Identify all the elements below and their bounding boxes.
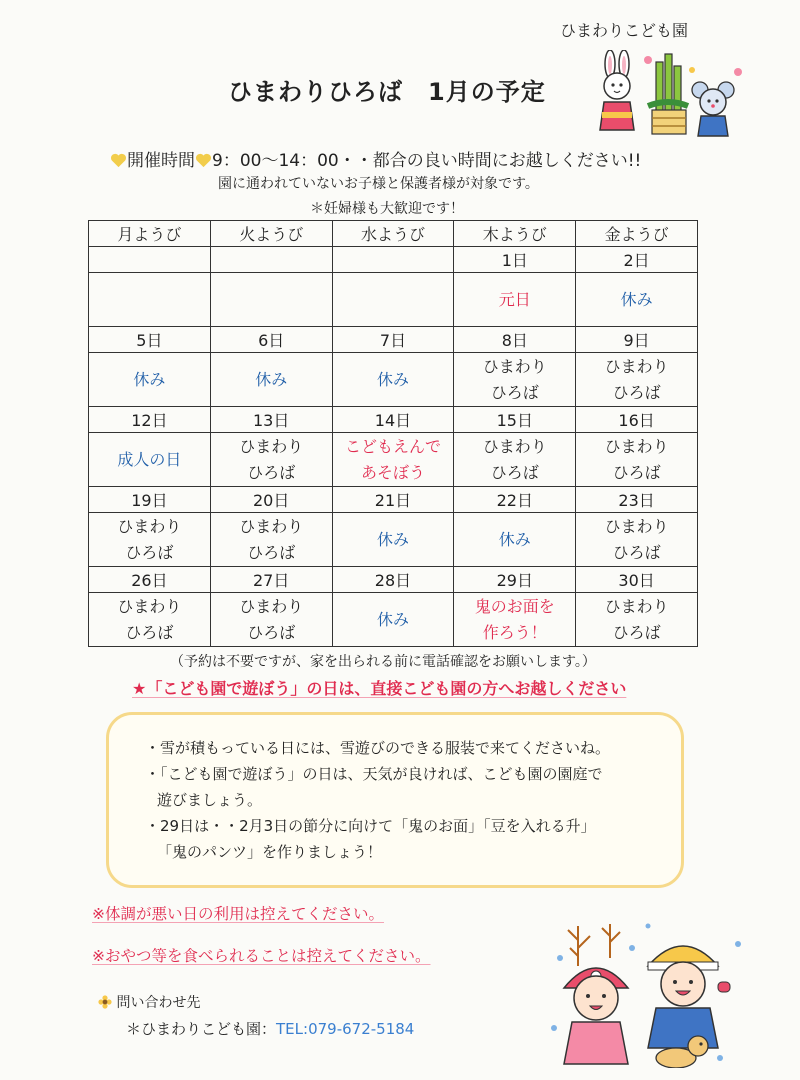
calendar-date-row bbox=[89, 567, 698, 593]
date-cell: 5日 bbox=[89, 327, 211, 353]
mouse-icon bbox=[692, 82, 734, 136]
date-cell: 8日 bbox=[454, 327, 576, 353]
event-line: 鬼のお面を bbox=[474, 596, 555, 616]
event-cell bbox=[576, 273, 698, 327]
warning-snacks: ※おやつ等を食べられることは控えてください。 bbox=[92, 947, 431, 965]
event-line: ひろば bbox=[247, 622, 296, 642]
header-tuesday: 火ようび bbox=[210, 221, 332, 247]
event-cell bbox=[210, 593, 332, 647]
rabbit-icon bbox=[600, 50, 634, 130]
date-cell: 14日 bbox=[332, 407, 454, 433]
calendar-event-row bbox=[89, 433, 698, 487]
event-cell bbox=[89, 273, 211, 327]
event-line: 休み bbox=[376, 529, 409, 549]
event-line: 休み bbox=[376, 369, 409, 389]
header-monday: 月ようび bbox=[89, 221, 211, 247]
event-cell bbox=[332, 353, 454, 407]
boy-icon bbox=[648, 946, 730, 1048]
date-cell: 21日 bbox=[332, 487, 454, 513]
event-line: ひろば bbox=[125, 622, 174, 642]
event-cell bbox=[210, 513, 332, 567]
date-cell: 6日 bbox=[210, 327, 332, 353]
event-line: こどもえんで bbox=[344, 436, 441, 456]
event-cell bbox=[210, 273, 332, 327]
event-line: ひろば bbox=[247, 542, 296, 562]
header-wednesday: 水ようび bbox=[332, 221, 454, 247]
hours-text: 9：00～14：00・・都合の良い時間にお越しください!! bbox=[212, 151, 642, 171]
date-cell: 7日 bbox=[332, 327, 454, 353]
date-cell: 19日 bbox=[89, 487, 211, 513]
event-cell bbox=[332, 433, 454, 487]
heart-icon bbox=[110, 153, 127, 168]
heart-icon bbox=[195, 153, 212, 168]
tree-icon bbox=[568, 924, 620, 966]
calendar-event-row bbox=[89, 273, 698, 327]
event-line: ひろば bbox=[612, 622, 661, 642]
contact-title-text: 問い合わせ先 bbox=[116, 995, 201, 1011]
page-title: ひまわりひろば 1月の予定 bbox=[228, 78, 546, 106]
date-cell bbox=[332, 247, 454, 273]
date-cell: 16日 bbox=[576, 407, 698, 433]
event-line: 休み bbox=[133, 369, 166, 389]
event-line: あそぼう bbox=[360, 462, 425, 482]
date-cell: 15日 bbox=[454, 407, 576, 433]
calendar-date-row bbox=[89, 327, 698, 353]
event-line: ひまわり bbox=[604, 436, 669, 456]
header-thursday: 木ようび bbox=[454, 221, 576, 247]
calendar-date-row bbox=[89, 407, 698, 433]
date-cell: 13日 bbox=[210, 407, 332, 433]
kids-snow-illustration bbox=[548, 918, 748, 1068]
date-cell: 2日 bbox=[576, 247, 698, 273]
calendar-date-row bbox=[89, 247, 698, 273]
calendar-event-row bbox=[89, 593, 698, 647]
event-line: 休み bbox=[376, 609, 409, 629]
event-line: 作ろう！ bbox=[482, 622, 547, 642]
event-line: ひろば bbox=[125, 542, 174, 562]
warning-health: ※体調が悪い日の利用は控えてください。 bbox=[92, 905, 384, 923]
date-cell: 28日 bbox=[332, 567, 454, 593]
event-line: 休み bbox=[255, 369, 288, 389]
event-cell bbox=[210, 353, 332, 407]
event-cell bbox=[454, 513, 576, 567]
event-line: ひろば bbox=[612, 462, 661, 482]
header-friday: 金ようび bbox=[576, 221, 698, 247]
event-cell bbox=[576, 433, 698, 487]
info-box bbox=[106, 712, 684, 888]
schedule-calendar bbox=[88, 220, 698, 647]
info-line: ・29日は・・2月3日の節分に向けて「鬼のお面」「豆を入れる升」 bbox=[145, 817, 596, 835]
event-line: ひまわり bbox=[117, 516, 182, 536]
contact-org: ＊ひまわりこども園： bbox=[126, 1020, 277, 1038]
contact-title bbox=[98, 992, 200, 1012]
girl-icon bbox=[564, 968, 628, 1064]
event-line: 休み bbox=[498, 529, 531, 549]
date-cell bbox=[89, 247, 211, 273]
event-line: ひろば bbox=[247, 462, 296, 482]
event-cell bbox=[454, 593, 576, 647]
event-cell bbox=[332, 513, 454, 567]
event-line: ひろば bbox=[490, 462, 539, 482]
event-cell bbox=[89, 433, 211, 487]
event-cell bbox=[89, 513, 211, 567]
event-line: ひまわり bbox=[117, 596, 182, 616]
calendar-date-row bbox=[89, 487, 698, 513]
contact-line bbox=[126, 1018, 414, 1039]
welcome-text: ＊妊婦様も大歓迎です！ bbox=[310, 201, 464, 217]
org-name: ひまわりこども園 bbox=[559, 21, 688, 40]
hours-label: 開催時間 bbox=[127, 151, 195, 171]
event-line: ひまわり bbox=[239, 516, 304, 536]
event-cell bbox=[576, 353, 698, 407]
event-line: ひまわり bbox=[482, 436, 547, 456]
event-cell bbox=[454, 353, 576, 407]
event-cell bbox=[454, 273, 576, 327]
new-year-illustration bbox=[596, 50, 746, 138]
info-line: 「鬼のパンツ」を作りましょう！ bbox=[157, 843, 383, 861]
info-line: 遊びましょう。 bbox=[157, 791, 263, 809]
date-cell: 22日 bbox=[454, 487, 576, 513]
event-cell bbox=[454, 433, 576, 487]
info-line: ・「こども園で遊ぼう」の日は、天気が良ければ、こども園の園庭で bbox=[145, 765, 603, 783]
calendar-header-row bbox=[89, 221, 698, 247]
date-cell: 20日 bbox=[210, 487, 332, 513]
event-cell bbox=[576, 513, 698, 567]
opening-hours bbox=[110, 146, 641, 171]
date-cell: 12日 bbox=[89, 407, 211, 433]
event-cell bbox=[332, 273, 454, 327]
date-cell: 30日 bbox=[576, 567, 698, 593]
contact-tel-link[interactable]: TEL:079-672-5184 bbox=[276, 1020, 415, 1038]
event-line: ひまわり bbox=[604, 356, 669, 376]
reservation-note: （予約は不要ですが、家を出られる前に電話確認をお願いします。） bbox=[170, 654, 596, 670]
event-line: 休み bbox=[620, 289, 653, 309]
date-cell: 23日 bbox=[576, 487, 698, 513]
calendar-event-row bbox=[89, 513, 698, 567]
event-line: ひろば bbox=[490, 382, 539, 402]
kadomatsu-icon bbox=[648, 54, 688, 134]
calendar-event-row bbox=[89, 353, 698, 407]
event-line: ひまわり bbox=[482, 356, 547, 376]
date-cell: 1日 bbox=[454, 247, 576, 273]
event-line: ひまわり bbox=[604, 516, 669, 536]
event-line: 成人の日 bbox=[117, 449, 182, 469]
highlight-note: ★「こども園で遊ぼう」の日は、直接こども園の方へお越しください bbox=[132, 679, 627, 698]
event-cell bbox=[332, 593, 454, 647]
event-cell bbox=[89, 593, 211, 647]
date-cell: 27日 bbox=[210, 567, 332, 593]
date-cell bbox=[210, 247, 332, 273]
date-cell: 29日 bbox=[454, 567, 576, 593]
event-line: ひまわり bbox=[239, 436, 304, 456]
event-cell bbox=[89, 353, 211, 407]
info-line: ・雪が積もっている日には、雪遊びのできる服装で来てくださいね。 bbox=[145, 739, 611, 757]
event-line: ひまわり bbox=[604, 596, 669, 616]
event-cell bbox=[210, 433, 332, 487]
event-line: ひろば bbox=[612, 382, 661, 402]
event-line: ひまわり bbox=[239, 596, 304, 616]
sunflower-icon bbox=[98, 995, 112, 1009]
event-line: ひろば bbox=[612, 542, 661, 562]
event-cell bbox=[576, 593, 698, 647]
date-cell: 9日 bbox=[576, 327, 698, 353]
target-text: 園に通われていないお子様と保護者様が対象です。 bbox=[218, 176, 539, 192]
date-cell: 26日 bbox=[89, 567, 211, 593]
event-line: 元日 bbox=[498, 289, 531, 309]
